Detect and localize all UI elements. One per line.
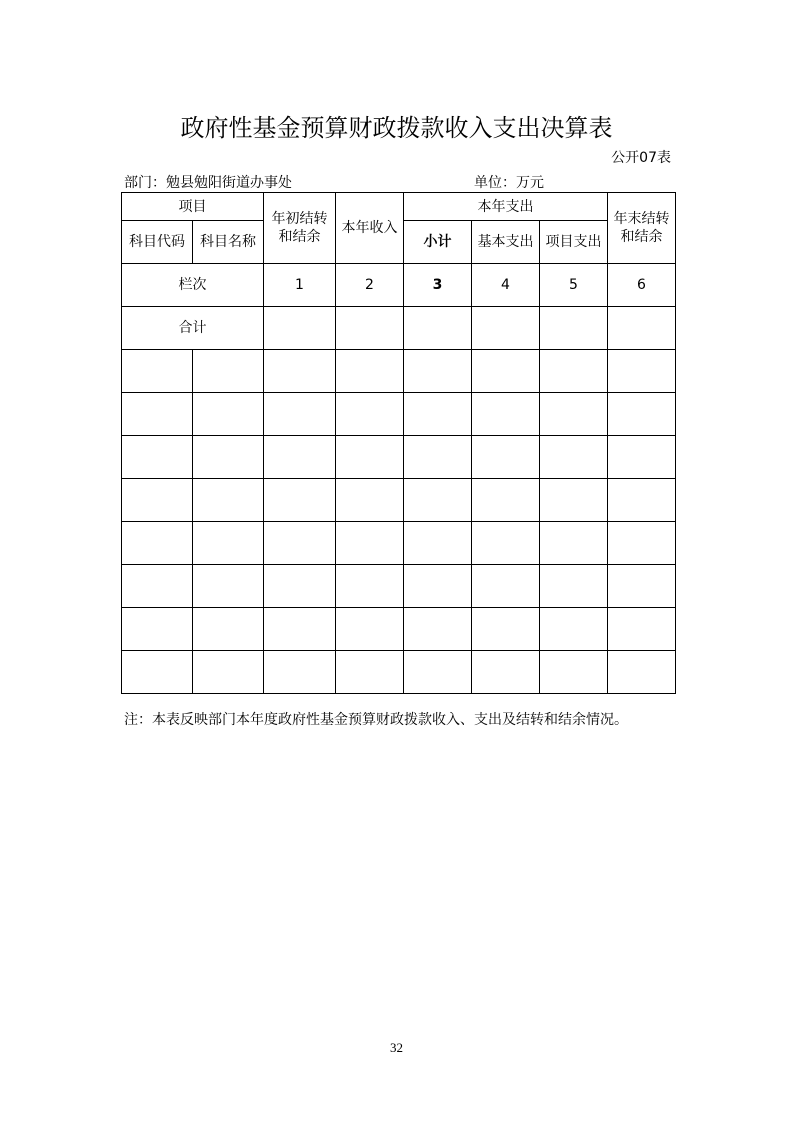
table-cell xyxy=(472,522,540,565)
table-cell xyxy=(404,393,472,436)
table-cell xyxy=(122,479,193,522)
table-cell xyxy=(404,608,472,651)
table-cell xyxy=(193,436,264,479)
table-cell xyxy=(608,436,676,479)
table-cell xyxy=(540,350,608,393)
table-cell xyxy=(122,565,193,608)
department-label: 部门：勉县勉阳街道办事处 xyxy=(124,175,292,191)
total-label: 合计 xyxy=(122,307,264,350)
table-cell xyxy=(404,479,472,522)
table-cell xyxy=(336,350,404,393)
table-cell xyxy=(472,436,540,479)
table-cell xyxy=(122,651,193,694)
header-begin-balance: 年初结转 和结余 xyxy=(264,193,336,264)
page-number: 32 xyxy=(390,1040,403,1055)
total-row xyxy=(122,307,676,350)
empty-rows xyxy=(122,350,676,694)
header-income: 本年收入 xyxy=(336,193,404,264)
table-cell xyxy=(404,522,472,565)
table-cell xyxy=(472,565,540,608)
table-cell xyxy=(472,651,540,694)
table-cell xyxy=(404,350,472,393)
table-cell xyxy=(193,350,264,393)
table-cell xyxy=(193,522,264,565)
header-name: 科目名称 xyxy=(193,221,264,264)
table-cell xyxy=(608,565,676,608)
table-cell xyxy=(404,307,472,350)
header-item: 项目 xyxy=(122,193,264,221)
page-title: 政府性基金预算财政拨款收入支出决算表 xyxy=(180,114,613,142)
column-number: 3 xyxy=(404,264,472,307)
header-code: 科目代码 xyxy=(122,221,193,264)
column-number: 4 xyxy=(472,264,540,307)
budget-table xyxy=(121,192,676,694)
table-row xyxy=(122,651,676,694)
table-note: 注：本表反映部门本年度政府性基金预算财政拨款收入、支出及结转和结余情况。 xyxy=(124,712,628,728)
header-end-balance: 年末结转 和结余 xyxy=(608,193,676,264)
table-cell xyxy=(193,608,264,651)
header-project: 项目支出 xyxy=(540,221,608,264)
table-cell xyxy=(540,393,608,436)
table-cell xyxy=(336,436,404,479)
table-cell xyxy=(336,522,404,565)
table-cell xyxy=(540,479,608,522)
table-cell xyxy=(122,608,193,651)
table-cell xyxy=(608,522,676,565)
table-row xyxy=(122,608,676,651)
table-row xyxy=(122,436,676,479)
table-cell xyxy=(336,565,404,608)
table-cell xyxy=(540,565,608,608)
table-cell xyxy=(264,608,336,651)
table-cell xyxy=(608,479,676,522)
table-row xyxy=(122,350,676,393)
table-row xyxy=(122,522,676,565)
table-cell xyxy=(472,350,540,393)
table-cell xyxy=(193,565,264,608)
table-cell xyxy=(404,651,472,694)
table-cell xyxy=(264,651,336,694)
table-cell xyxy=(264,436,336,479)
table-cell xyxy=(193,651,264,694)
table-cell xyxy=(336,393,404,436)
table-cell xyxy=(608,651,676,694)
table-cell xyxy=(336,479,404,522)
table-row xyxy=(122,479,676,522)
table-cell xyxy=(472,479,540,522)
table-cell xyxy=(193,479,264,522)
table-row xyxy=(122,565,676,608)
header-basic: 基本支出 xyxy=(472,221,540,264)
table-cell xyxy=(608,393,676,436)
table-cell xyxy=(336,307,404,350)
table-row xyxy=(122,393,676,436)
header-expenditure: 本年支出 xyxy=(404,193,608,221)
table-cell xyxy=(122,436,193,479)
table-cell xyxy=(264,393,336,436)
header-subtotal: 小计 xyxy=(404,221,472,264)
column-number: 1 xyxy=(264,264,336,307)
table-cell xyxy=(404,436,472,479)
table-cell xyxy=(472,307,540,350)
table-cell xyxy=(540,436,608,479)
header-row-1 xyxy=(122,193,676,221)
column-number: 6 xyxy=(608,264,676,307)
unit-label: 单位：万元 xyxy=(474,175,544,191)
table-cell xyxy=(336,608,404,651)
table-cell xyxy=(264,479,336,522)
column-number-row xyxy=(122,264,676,307)
table-cell xyxy=(264,522,336,565)
table-cell xyxy=(540,651,608,694)
table-cell xyxy=(264,307,336,350)
table-cell xyxy=(540,608,608,651)
column-number: 5 xyxy=(540,264,608,307)
table-cell xyxy=(472,393,540,436)
table-cell xyxy=(608,608,676,651)
table-cell xyxy=(404,565,472,608)
table-cell xyxy=(472,608,540,651)
table-cell xyxy=(122,350,193,393)
table-cell xyxy=(122,393,193,436)
table-cell xyxy=(540,307,608,350)
column-number: 2 xyxy=(336,264,404,307)
table-cell xyxy=(336,651,404,694)
table-cell xyxy=(540,522,608,565)
table-cell xyxy=(122,522,193,565)
form-number: 公开07表 xyxy=(611,150,671,166)
column-number-label: 栏次 xyxy=(122,264,264,307)
table-cell xyxy=(608,307,676,350)
table-cell xyxy=(264,350,336,393)
table-cell xyxy=(193,393,264,436)
table-cell xyxy=(608,350,676,393)
table-cell xyxy=(264,565,336,608)
